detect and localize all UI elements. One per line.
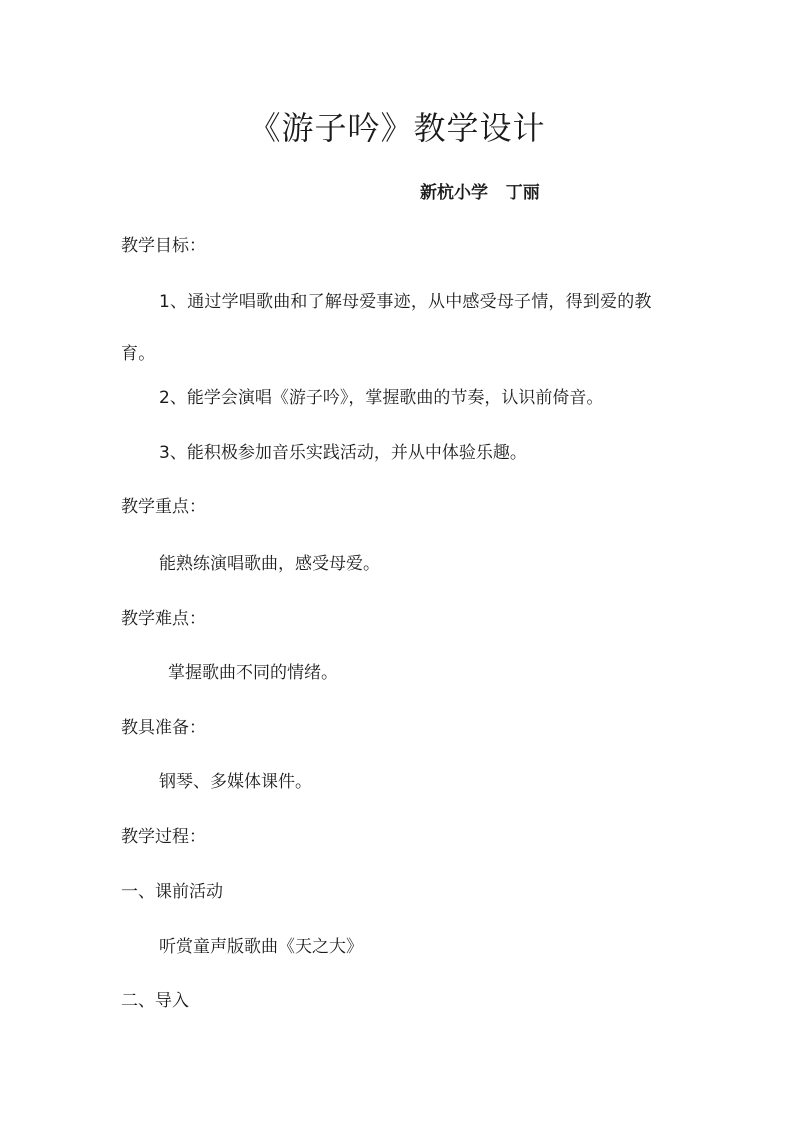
tools-text: 钢琴、多媒体课件。 bbox=[159, 772, 312, 792]
section-1-heading: 一、课前活动 bbox=[121, 882, 223, 902]
objective-1: 1、通过学唱歌曲和了解母爱事迹，从中感受母子情，得到爱的教育。 bbox=[121, 292, 652, 364]
key-point-heading: 教学重点： bbox=[121, 497, 206, 517]
section-2-heading: 二、导入 bbox=[121, 991, 189, 1011]
objectives-heading: 教学目标： bbox=[121, 236, 206, 256]
difficulty-heading: 教学难点： bbox=[121, 609, 206, 629]
document-title: 《游子吟》教学设计 bbox=[248, 109, 546, 147]
objective-2: 2、能学会演唱《游子吟》，掌握歌曲的节奏，认识前倚音。 bbox=[159, 388, 604, 408]
process-heading: 教学过程： bbox=[121, 827, 206, 847]
author-line: 新杭小学 丁丽 bbox=[420, 183, 540, 203]
section-1-content: 听赏童声版歌曲《天之大》 bbox=[159, 937, 363, 957]
key-point-text: 能熟练演唱歌曲，感受母爱。 bbox=[159, 554, 380, 574]
objective-3: 3、能积极参加音乐实践活动，并从中体验乐趣。 bbox=[159, 443, 527, 463]
tools-heading: 教具准备： bbox=[121, 718, 206, 738]
difficulty-text: 掌握歌曲不同的情绪。 bbox=[168, 663, 338, 683]
